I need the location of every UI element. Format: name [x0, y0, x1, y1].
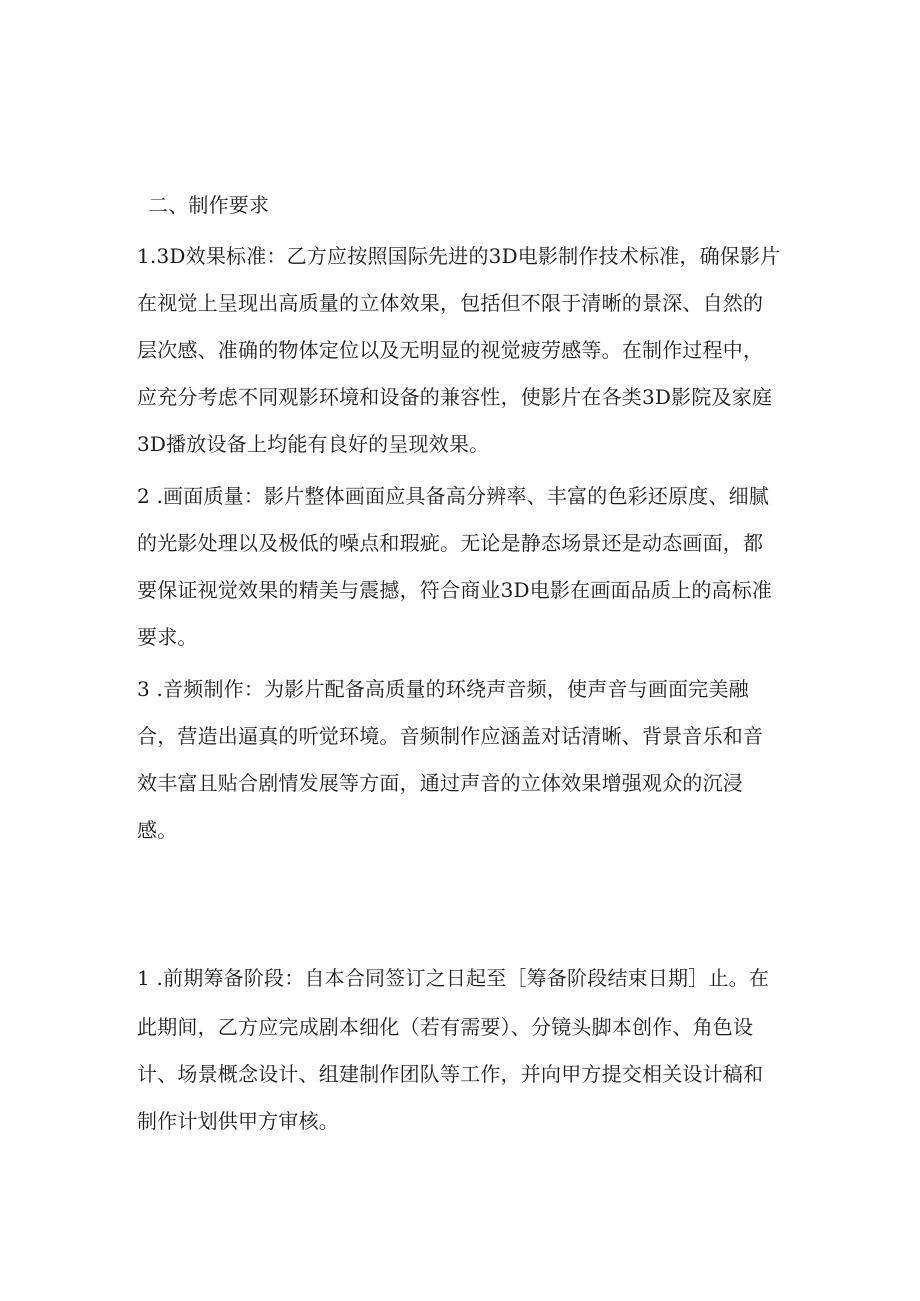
paragraph-line: 层次感、准确的物体定位以及无明显的视觉疲劳感等。在制作过程中， — [137, 338, 764, 362]
paragraph-line: 合，营造出逼真的听觉环境。音频制作应涵盖对话清晰、背景音乐和音 — [137, 724, 764, 748]
paragraph-line: 2 .画面质量：影片整体画面应具备高分辨率、丰富的色彩还原度、细腻 — [137, 484, 770, 508]
paragraph-line: 要求。 — [137, 625, 198, 649]
paragraph-line: 3D播放设备上均能有良好的呈现效果。 — [137, 432, 490, 456]
paragraph-line: 要保证视觉效果的精美与震撼，符合商业3D电影在画面品质上的高标准 — [137, 578, 773, 602]
paragraph-line: 应充分考虑不同观影环境和设备的兼容性，使影片在各类3D影院及家庭 — [137, 385, 773, 409]
paragraph-line: 1 .前期筹备阶段：自本合同签订之日起至［筹备阶段结束日期］止。在 — [137, 966, 770, 990]
paragraph-line: 3 .音频制作：为影片配备高质量的环绕声音频，使声音与画面完美融 — [137, 677, 749, 701]
paragraph-line: 感。 — [137, 818, 178, 842]
paragraph-line: 此期间，乙方应完成剧本细化（若有需要）、分镜头脚本创作、角色设 — [137, 1015, 754, 1039]
section-heading: 二、制作要求 — [148, 193, 270, 217]
paragraph-line: 效丰富且贴合剧情发展等方面，通过声音的立体效果增强观众的沉浸 — [137, 771, 743, 795]
paragraph-line: 计、场景概念设计、组建制作团队等工作，并向甲方提交相关设计稿和 — [137, 1062, 764, 1086]
paragraph-line: 的光影处理以及极低的噪点和瑕疵。无论是静态场景还是动态画面，都 — [137, 531, 764, 555]
paragraph-line: 在视觉上呈现出高质量的立体效果，包括但不限于清晰的景深、自然的 — [137, 291, 764, 315]
paragraph-line: 制作计划供甲方审核。 — [137, 1109, 339, 1133]
paragraph-line: 1.3D效果标准：乙方应按照国际先进的3D电影制作技术标准，确保影片 — [137, 244, 781, 268]
